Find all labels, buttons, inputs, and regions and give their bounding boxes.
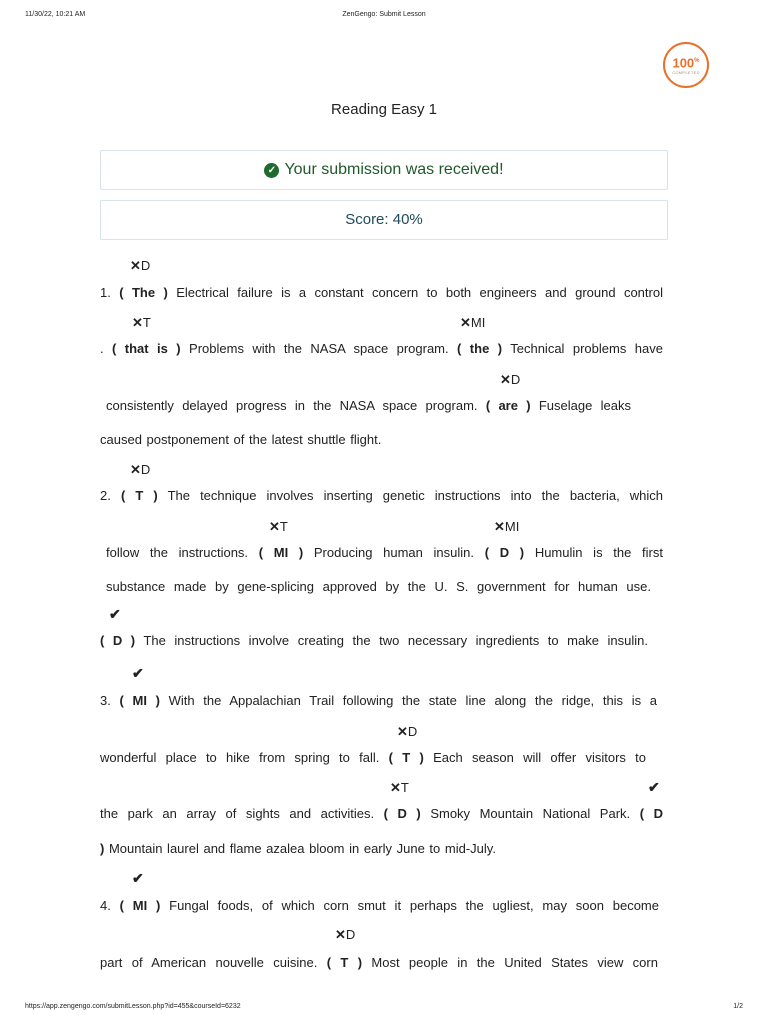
wrong-mark: ✕MI <box>460 315 486 330</box>
question-2-line-2: follow the instructions. ( MI ) Producing human insulin. ( D ) Humulin is the first <box>106 545 663 560</box>
question-1-line-3: consistently delayed progress in the NASA space program. ( are ) Fuselage leaks <box>106 398 631 413</box>
score-text: Score: 40% <box>345 211 423 228</box>
completion-percent: 100% <box>672 55 700 71</box>
question-2-line-1: 2. ( T ) The technique involves inserting genetic instructions into the bacteria, which <box>100 488 663 503</box>
question-3-line-4: ) Mountain laurel and flame azalea bloom in early June to mid-July. <box>100 841 496 856</box>
cross-icon: ✕ <box>130 258 141 273</box>
wrong-mark: ✕D <box>500 372 521 387</box>
submission-alert <box>100 150 668 190</box>
cross-icon: ✕ <box>132 315 143 330</box>
wrong-mark: ✕D <box>130 462 151 477</box>
question-2-line-4: ( D ) The instructions involve creating the two necessary ingredients to make insulin. <box>100 633 648 648</box>
correct-check-icon: ✔ <box>648 779 660 795</box>
print-url: https://app.zengengo.com/submitLesson.php?id=455&courseId=6232 <box>25 1003 241 1010</box>
submission-message: Your submission was received! <box>284 161 504 178</box>
question-3-line-3: the park an array of sights and activities. ( D ) Smoky Mountain National Park. ( D <box>100 806 663 821</box>
cross-icon: ✕ <box>335 927 346 942</box>
print-page-number: 1/2 <box>733 1003 743 1010</box>
question-3-line-1: 3. ( MI ) With the Appalachian Trail following the state line along the ridge, this is a <box>100 693 657 708</box>
wrong-mark: ✕MI <box>494 519 520 534</box>
cross-icon: ✕ <box>390 780 401 795</box>
question-3-line-2: wonderful place to hike from spring to fall. ( T ) Each season will offer visitors to <box>100 750 646 765</box>
wrong-mark: ✕T <box>390 780 409 795</box>
completion-label: COMPLETED <box>672 70 700 75</box>
question-4-line-2: part of American nouvelle cuisine. ( T ) Most people in the United States view corn <box>100 955 658 970</box>
correct-check-icon: ✔ <box>132 870 144 886</box>
cross-icon: ✕ <box>494 519 505 534</box>
cross-icon: ✕ <box>269 519 280 534</box>
cross-icon: ✕ <box>130 462 141 477</box>
print-datetime: 11/30/22, 10:21 AM <box>25 11 86 18</box>
score-box <box>100 200 668 240</box>
question-4-line-1: 4. ( MI ) Fungal foods, of which corn smut it perhaps the ugliest, may soon become <box>100 898 659 913</box>
wrong-mark: ✕T <box>269 519 288 534</box>
check-circle-icon: ✓ <box>264 163 279 178</box>
question-2-line-3: substance made by gene-splicing approved by the U. S. government for human use. <box>106 579 651 594</box>
print-page-title: ZenGengo: Submit Lesson <box>342 11 426 18</box>
question-1-line-2: . ( that is ) Problems with the NASA space program. ( the ) Technical problems have <box>100 341 663 356</box>
correct-check-icon: ✔ <box>132 665 144 681</box>
wrong-mark: ✕D <box>397 724 418 739</box>
cross-icon: ✕ <box>500 372 511 387</box>
completion-badge <box>663 42 709 88</box>
wrong-mark: ✕T <box>132 315 151 330</box>
cross-icon: ✕ <box>397 724 408 739</box>
cross-icon: ✕ <box>460 315 471 330</box>
wrong-mark: ✕D <box>335 927 356 942</box>
lesson-title: Reading Easy 1 <box>331 101 437 118</box>
wrong-mark: ✕D <box>130 258 151 273</box>
correct-check-icon: ✔ <box>109 606 121 622</box>
question-1-line-4: caused postponement of the latest shuttle flight. <box>100 432 382 447</box>
question-1-line-1: 1. ( The ) Electrical failure is a constant concern to both engineers and ground control <box>100 285 663 300</box>
